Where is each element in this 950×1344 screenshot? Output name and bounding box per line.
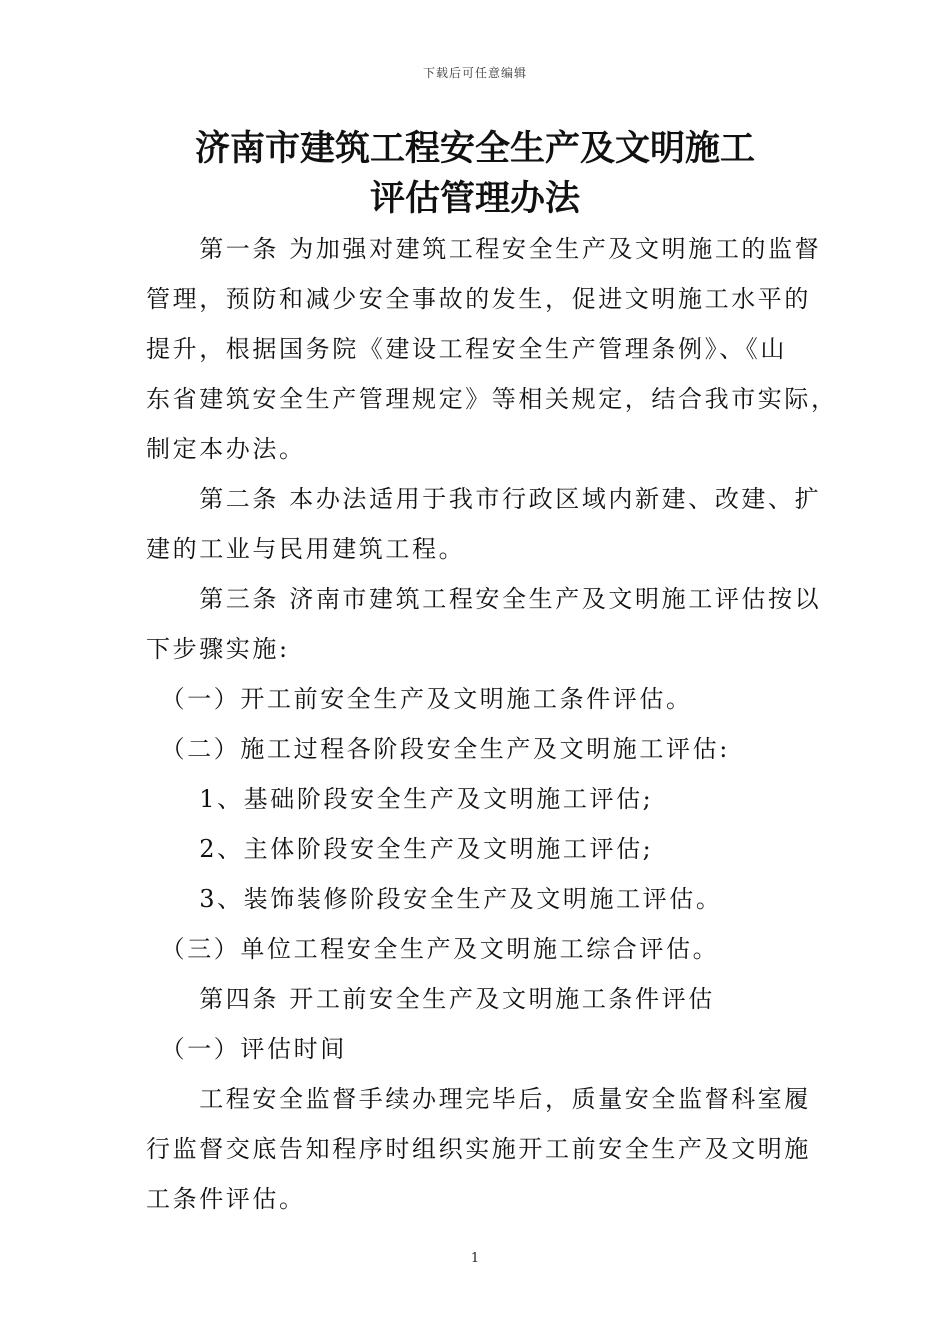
document-title-line-1: 济南市建筑工程安全生产及文明施工 xyxy=(194,129,755,169)
body-line: 第三条 济南市建筑工程安全生产及文明施工评估按以 xyxy=(146,585,822,613)
page-number: 1 xyxy=(470,1251,480,1266)
body-line: 工程安全监督手续办理完毕后，质量安全监督科室履 xyxy=(146,1085,811,1113)
body-line: 第四条 开工前安全生产及文明施工条件评估 xyxy=(146,985,715,1013)
document-title-line-2: 评估管理办法 xyxy=(369,179,580,219)
body-line: 管理，预防和减少安全事故的发生，促进文明施工水平的 xyxy=(146,285,811,313)
body-line: 3、装饰装修阶段安全生产及文明施工评估。 xyxy=(146,885,723,913)
body-line: 提升，根据国务院《建设工程安全生产管理条例》、《山 xyxy=(146,335,787,363)
body-line: （二）施工过程各阶段安全生产及文明施工评估: xyxy=(146,735,730,763)
body-line: 建的工业与民用建筑工程。 xyxy=(146,535,466,563)
body-line: 制定本办法。 xyxy=(146,435,306,463)
body-line: 2、主体阶段安全生产及文明施工评估; xyxy=(146,835,654,863)
body-line: 行监督交底告知程序时组织实施开工前安全生产及文明施 xyxy=(146,1135,811,1163)
body-line: 下步骤实施: xyxy=(146,635,290,663)
body-line: 1、基础阶段安全生产及文明施工评估; xyxy=(146,785,654,813)
header-note: 下载后可任意编辑 xyxy=(422,66,527,80)
body-line: （一）开工前安全生产及文明施工条件评估。 xyxy=(146,685,693,713)
body-line: （一）评估时间 xyxy=(146,1035,347,1063)
body-line: 第一条 为加强对建筑工程安全生产及文明施工的监督 xyxy=(146,235,822,263)
body-line: 工条件评估。 xyxy=(146,1185,306,1213)
body-line: （三）单位工程安全生产及文明施工综合评估。 xyxy=(146,935,720,963)
body-line: 第二条 本办法适用于我市行政区域内新建、改建、扩 xyxy=(146,485,822,513)
body-line: 东省建筑安全生产管理规定》等相关规定，结合我市实际， xyxy=(146,385,838,413)
